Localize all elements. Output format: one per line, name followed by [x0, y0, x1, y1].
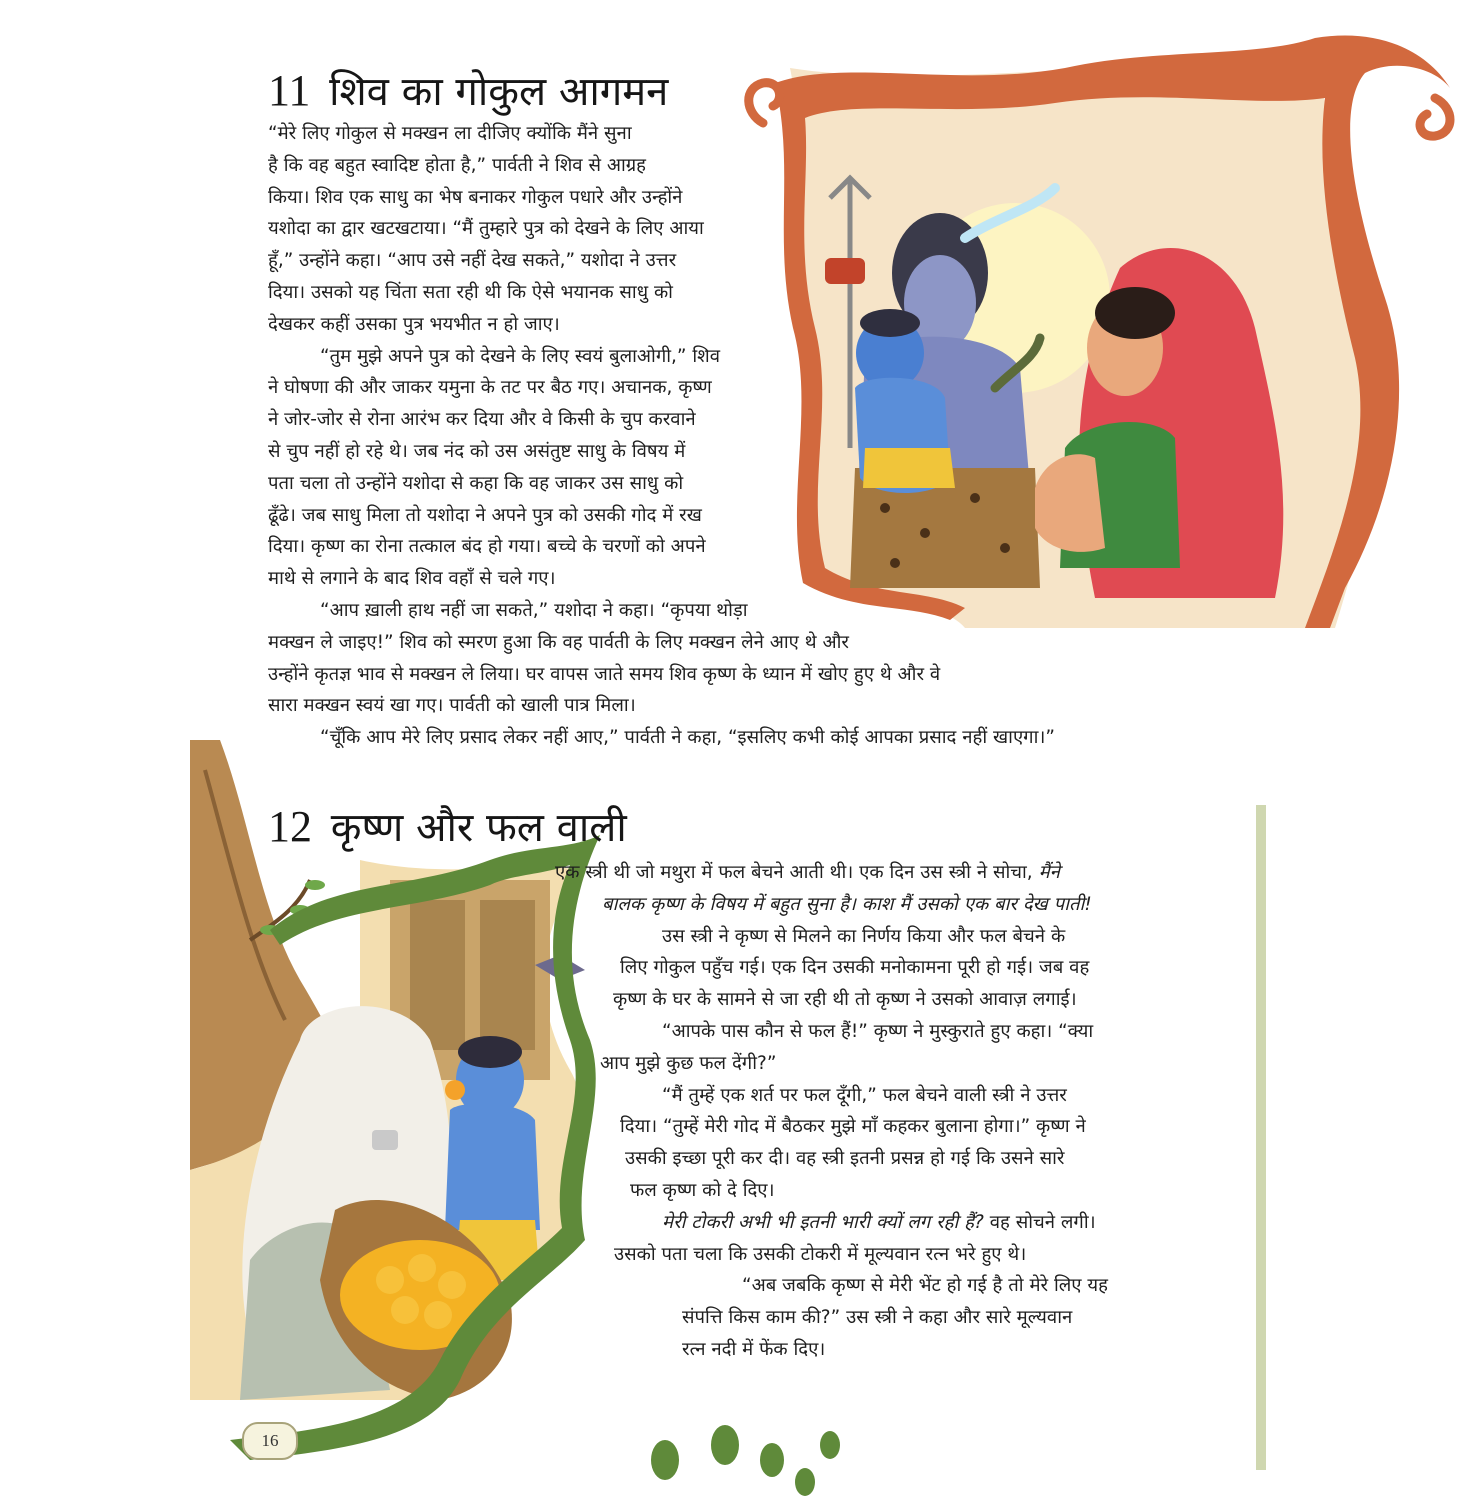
story11-line: उन्होंने कृतज्ञ भाव से मक्खन ले लिया। घर वापस जाते समय शिव कृष्ण के ध्यान में खोए हुए थे और वे: [268, 663, 941, 685]
story12-line: फल कृष्ण को दे दिए।: [630, 1179, 775, 1201]
story12-title-text: कृष्ण और फल वाली: [330, 805, 627, 851]
story11-line: दिया। उसको यह चिंता सता रही थी कि ऐसे भयानक साधु को: [268, 281, 673, 303]
story11-line: दिया। कृष्ण का रोना तत्काल बंद हो गया। बच्चे के चरणों को अपने: [268, 536, 706, 558]
story12-line: “आपके पास कौन से फल हैं!” कृष्ण ने मुस्कुराते हुए कहा। “क्या: [662, 1020, 1094, 1042]
story12-line: उसकी इच्छा पूरी कर दी। वह स्त्री इतनी प्रसन्न हो गई कि उसने सारे: [625, 1148, 1065, 1170]
story11-line: देखकर कहीं उसका पुत्र भयभीत न हो जाए।: [268, 313, 560, 335]
story12-line: बालक कृष्ण के विषय में बहुत सुना है। काश मैं उसको एक बार देख पाती!: [602, 893, 1092, 915]
story12-line: कृष्ण के घर के सामने से जा रही थी तो कृष्ण ने उसको आवाज़ लगाई।: [613, 989, 1077, 1011]
story12-line-text: एक स्त्री थी जो मथुरा में फल बेचने आती थी। एक दिन उस स्त्री ने सोचा,: [555, 862, 1033, 883]
story12-line: संपत्ति किस काम की?” उस स्त्री ने कहा और सारे मूल्यवान: [682, 1307, 1073, 1329]
story12-title: [268, 798, 627, 853]
story11-line: यशोदा का द्वार खटखटाया। “मैं तुम्हारे पुत्र को देखने के लिए आया: [268, 218, 704, 240]
story11-line: ने जोर-जोर से रोना आरंभ कर दिया और वे किसी के चुप करवाने: [268, 409, 696, 431]
story12-line: रत्न नदी में फेंक दिए।: [682, 1338, 826, 1360]
story11-body: [268, 118, 1168, 754]
story11-line: सारा मक्खन स्वयं खा गए। पार्वती को खाली पात्र मिला।: [268, 695, 636, 717]
story11-line: मक्खन ले जाइए!” शिव को स्मरण हुआ कि वह पार्वती के लिए मक्खन लेने आए थे और: [268, 631, 849, 653]
story12-line-italic: मैंने: [1038, 862, 1060, 883]
story11-line: हूँ,” उन्होंने कहा। “आप उसे नहीं देख सकते,” यशोदा ने उत्तर: [268, 250, 677, 272]
story11-line: ने घोषणा की और जाकर यमुना के तट पर बैठ गए। अचानक, कृष्ण: [268, 377, 712, 399]
story11-line: “मेरे लिए गोकुल से मक्खन ला दीजिए क्योंकि मैंने सुना: [268, 123, 632, 144]
story12-body: [0, 857, 1200, 1366]
story12-line: उस स्त्री ने कृष्ण से मिलने का निर्णय किया और फल बेचने के: [662, 925, 1066, 947]
story12-line: “मैं तुम्हें एक शर्त पर फल दूँगी,” फल बेचने वाली स्त्री ने उत्तर: [662, 1084, 1067, 1106]
story12-line: [0, 1207, 1200, 1239]
story12-line: “अब जबकि कृष्ण से मेरी भेंट हो गई है तो मेरे लिए यह: [742, 1275, 1108, 1297]
story12-line: आप मुझे कुछ फल देंगी?”: [600, 1052, 777, 1074]
story12-line-italic: मेरी टोकरी अभी भी इतनी भारी क्यों लग रही हैं?: [662, 1211, 984, 1233]
story11-line: माथे से लगाने के बाद शिव वहाँ से चले गए।: [268, 568, 556, 590]
story12-line: लिए गोकुल पहुँच गई। एक दिन उसकी मनोकामना पूरी हो गई। जब वह: [620, 957, 1090, 979]
story12-line: दिया। “तुम्हें मेरी गोद में बैठकर मुझे माँ कहकर बुलाना होगा।” कृष्ण ने: [620, 1116, 1086, 1138]
story11-line: है कि वह बहुत स्वादिष्ट होता है,” पार्वती ने शिव से आग्रह: [268, 154, 647, 176]
story12-line-text: वह सोचने लगी।: [989, 1211, 1096, 1233]
story12-line: [0, 857, 1200, 889]
story11-line: से चुप नहीं हो रहे थे। जब नंद को उस असंतुष्ट साधु के विषय में: [268, 440, 686, 462]
story11-number: 11: [268, 66, 311, 115]
right-edge-decoration: [1256, 805, 1266, 1470]
story11-line: ढूँढे। जब साधु मिला तो यशोदा ने अपने पुत्र को उसकी गोद में रख: [268, 504, 702, 526]
story11-line: “आप ख़ाली हाथ नहीं जा सकते,” यशोदा ने कहा। “कृपया थोड़ा: [320, 599, 748, 621]
story11-title-text: शिव का गोकुल आगमन: [329, 69, 669, 115]
story11-line: “तुम मुझे अपने पुत्र को देखने के लिए स्वयं बुलाओगी,” शिव: [320, 345, 721, 367]
page-number: 16: [242, 1422, 298, 1460]
story11-line: किया। शिव एक साधु का भेष बनाकर गोकुल पधारे और उन्होंने: [268, 186, 683, 208]
story11-title: [268, 62, 668, 117]
story11-line: पता चला तो उन्होंने यशोदा से कहा कि वह जाकर उस साधु को: [268, 472, 684, 494]
story12-number: 12: [268, 802, 312, 851]
story11-line: “चूँकि आप मेरे लिए प्रसाद लेकर नहीं आए,” पार्वती ने कहा, “इसलिए कभी कोई आपका प्रसाद नहीं खाएगा।”: [320, 727, 1055, 749]
story12-line: उसको पता चला कि उसकी टोकरी में मूल्यवान रत्न भरे हुए थे।: [614, 1243, 1027, 1265]
